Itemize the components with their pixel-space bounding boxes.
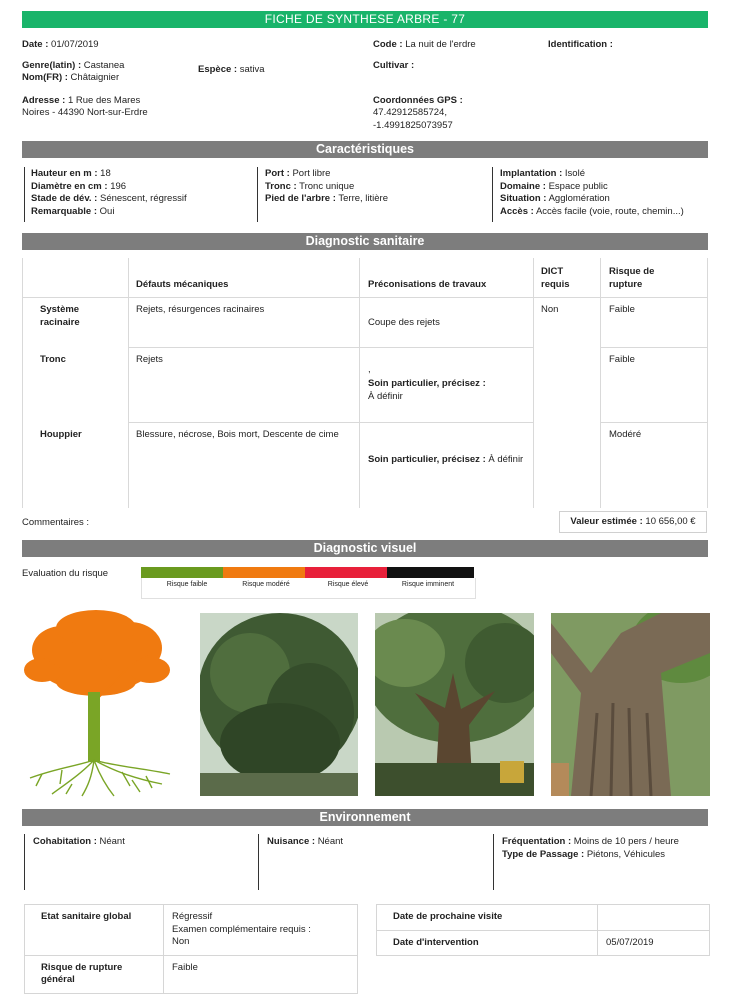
caracteristiques-col-3: [500, 168, 684, 218]
diametre-value: 196: [110, 180, 127, 192]
gps-label: Coordonnées GPS :: [373, 95, 463, 106]
cohabitation-label: Cohabitation :: [33, 836, 97, 847]
stade-field: [31, 193, 187, 206]
row-name-tronc: Tronc: [40, 354, 66, 365]
code-value: La nuit de l'erdre: [405, 39, 476, 50]
defauts-houppier: Blessure, nécrose, Bois mort, Descente de cime: [136, 429, 339, 440]
risk-label-imminent: Risque imminent: [401, 581, 455, 588]
implantation-value: Isolé: [564, 168, 585, 179]
preco-houppier-value: À définir: [488, 454, 524, 465]
risk-label-eleve: Risque élevé: [327, 581, 369, 588]
grid-line: [128, 422, 533, 423]
tree-photo-1-image: [200, 613, 358, 796]
espece-value: sativa: [239, 64, 265, 75]
row-name-houppier: Houppier: [40, 429, 82, 440]
diametre-label: Diamètre en cm :: [31, 180, 108, 192]
grid-line: [600, 422, 707, 423]
tree-photo-1[interactable]: [200, 613, 358, 796]
grid-line: [707, 258, 708, 508]
header-dict: DICT requis: [541, 266, 570, 290]
pied-field: [265, 193, 388, 206]
tree-photo-2[interactable]: [375, 613, 534, 796]
divider: [24, 167, 25, 222]
commentaires-label: Commentaires :: [22, 517, 90, 528]
nuisance-label: Nuisance :: [267, 836, 316, 847]
domaine-field: [500, 181, 684, 194]
grid-line: [128, 258, 129, 508]
etat-sanitaire-table: [24, 904, 358, 994]
genre-field: [22, 60, 124, 73]
grid-line: [600, 258, 601, 508]
header-defauts: Défauts mécaniques: [136, 279, 229, 290]
environnement-header: Environnement: [22, 809, 708, 826]
situation-value: Agglomération: [548, 193, 610, 204]
date-value: 01/07/2019: [51, 39, 99, 50]
risque-tronc: Faible: [609, 354, 635, 365]
tronc-value: Tronc unique: [299, 180, 355, 192]
domaine-label: Domaine :: [500, 180, 546, 192]
nuisance-value: Néant: [317, 836, 344, 847]
grid-line: [22, 297, 708, 298]
remarquable-value: Oui: [99, 205, 115, 217]
grid-line: [22, 258, 23, 508]
risk-scale-faible: [141, 567, 223, 578]
passage-value: Piétons, Véhicules: [586, 849, 666, 860]
divider: [258, 834, 259, 890]
risque-houppier: Modéré: [609, 429, 642, 440]
espece-field: [198, 64, 265, 77]
table-row: [377, 930, 710, 956]
rupture-value: Faible: [164, 955, 358, 993]
pied-value: Terre, litière: [338, 193, 388, 204]
valeur-label: Valeur estimée :: [570, 516, 643, 527]
etat-value: Régressif: [172, 911, 213, 922]
frequentation-field: [502, 836, 679, 849]
cultivar-label: Cultivar :: [373, 60, 415, 71]
risque-racinaire: Faible: [609, 304, 635, 315]
divider: [492, 167, 493, 222]
table-row: [25, 905, 358, 956]
dates-table: [376, 904, 710, 956]
situation-label: Situation :: [500, 193, 547, 204]
identification-label: Identification :: [548, 39, 613, 50]
port-label: Port :: [265, 168, 290, 179]
tronc-label: Tronc :: [265, 180, 297, 192]
tree-trunk: [88, 692, 100, 762]
divider: [257, 167, 258, 222]
tree-roots: [30, 760, 170, 796]
preco-tronc-mark: ,: [368, 364, 371, 375]
valeur-value: 10 656,00 €: [645, 516, 696, 527]
domaine-value: Espace public: [548, 180, 608, 192]
defauts-racinaire: Rejets, résurgences racinaires: [136, 304, 265, 315]
risk-scale-modere: [223, 567, 305, 578]
diagnostic-table: [22, 258, 708, 508]
code-label: Code :: [373, 39, 403, 50]
date-label: Date :: [22, 39, 49, 50]
tree-risk-illustration: [22, 608, 174, 798]
preco-houppier-label: Soin particulier, précisez :: [368, 454, 486, 465]
adresse-field: [22, 95, 140, 108]
passage-field: [502, 849, 665, 862]
adresse-line-1: 1 Rue des Mares: [67, 95, 141, 106]
evaluation-label: Evaluation du risque: [22, 568, 109, 579]
table-row: [25, 955, 358, 993]
intervention-value: 05/07/2019: [598, 930, 710, 956]
caracteristiques-col-1: [31, 168, 187, 218]
diagnostic-sanitaire-header: Diagnostic sanitaire: [22, 233, 708, 250]
port-value: Port libre: [292, 168, 331, 179]
diametre-field: [31, 181, 187, 194]
remarquable-field: [31, 206, 187, 219]
tronc-field: [265, 181, 388, 194]
preco-tronc-value: À définir: [368, 391, 403, 402]
port-field: [265, 168, 388, 181]
header-risque: Risque de rupture: [609, 266, 655, 290]
caracteristiques-col-2: [265, 168, 388, 206]
date-field: [22, 39, 99, 52]
divider: [493, 834, 494, 890]
intervention-label: Date d'intervention: [377, 930, 598, 956]
etat-label: Etat sanitaire global: [25, 905, 164, 956]
acces-value: Accès facile (voie, route, chemin...): [535, 205, 684, 217]
code-field: [373, 39, 476, 52]
pied-label: Pied de l'arbre :: [265, 193, 336, 204]
stade-value: Sénescent, régressif: [99, 193, 187, 204]
tree-photo-3-image: [551, 613, 710, 796]
diagnostic-visuel-header: Diagnostic visuel: [22, 540, 708, 557]
preco-racinaire: Coupe des rejets: [368, 317, 440, 328]
acces-field: [500, 206, 684, 219]
risk-scale-imminent: [387, 567, 474, 578]
stade-label: Stade de dév. :: [31, 193, 98, 204]
situation-field: [500, 193, 684, 206]
implantation-field: [500, 168, 684, 181]
hauteur-value: 18: [100, 168, 111, 179]
header-preconisations: Préconisations de travaux: [368, 279, 487, 290]
gps-latitude: 47.42912585724,: [373, 107, 447, 118]
etat-value-cell: [164, 905, 358, 956]
tree-photo-3[interactable]: [551, 613, 710, 796]
prochaine-visite-label: Date de prochaine visite: [377, 905, 598, 931]
risk-scale-eleve: [305, 567, 387, 578]
grid-line: [533, 258, 534, 508]
grid-line: [600, 347, 707, 348]
nom-value: Châtaignier: [70, 72, 120, 83]
cohabitation-field: [33, 836, 125, 849]
implantation-label: Implantation :: [500, 168, 563, 179]
frequentation-value: Moins de 10 pers / heure: [573, 836, 679, 847]
tree-crown: [24, 610, 170, 696]
gps-longitude: -1.4991825073957: [373, 120, 453, 131]
dict-value: Non: [541, 304, 559, 315]
adresse-label: Adresse :: [22, 95, 66, 106]
genre-value: Castanea: [83, 60, 125, 71]
remarquable-label: Remarquable :: [31, 205, 97, 217]
hauteur-label: Hauteur en m :: [31, 168, 98, 179]
grid-line: [359, 258, 360, 508]
divider: [24, 834, 25, 890]
valeur-estimee-box: [559, 511, 707, 533]
preco-houppier: [368, 454, 528, 467]
cohabitation-value: Néant: [99, 836, 125, 847]
row-name-racinaire: Système racinaire: [40, 304, 80, 328]
espece-label: Espèce :: [198, 64, 238, 75]
hauteur-field: [31, 168, 187, 181]
nuisance-field: [267, 836, 343, 849]
genre-label: Genre(latin) :: [22, 60, 82, 71]
prochaine-visite-value: [598, 905, 710, 931]
examen-value: Non: [172, 936, 190, 947]
preco-tronc-label: Soin particulier, précisez :: [368, 378, 486, 389]
risk-label-faible: Risque faible: [166, 581, 208, 588]
nom-field: [22, 72, 119, 85]
examen-label: Examen complémentaire requis :: [172, 923, 311, 935]
risk-label-modere: Risque modéré: [242, 581, 290, 588]
passage-label: Type de Passage :: [502, 849, 585, 860]
defauts-tronc: Rejets: [136, 354, 163, 365]
caracteristiques-header: Caractéristiques: [22, 141, 708, 158]
rupture-label: Risque de rupture général: [25, 955, 164, 993]
tree-photo-2-image: [375, 613, 534, 796]
table-row: [377, 905, 710, 931]
grid-line: [128, 347, 533, 348]
acces-label: Accès :: [500, 205, 534, 217]
nom-label: Nom(FR) :: [22, 72, 68, 83]
adresse-line-2: Noires - 44390 Nort-sur-Erdre: [22, 107, 148, 118]
frequentation-label: Fréquentation :: [502, 836, 572, 847]
page-title: FICHE DE SYNTHESE ARBRE - 77: [22, 11, 708, 28]
